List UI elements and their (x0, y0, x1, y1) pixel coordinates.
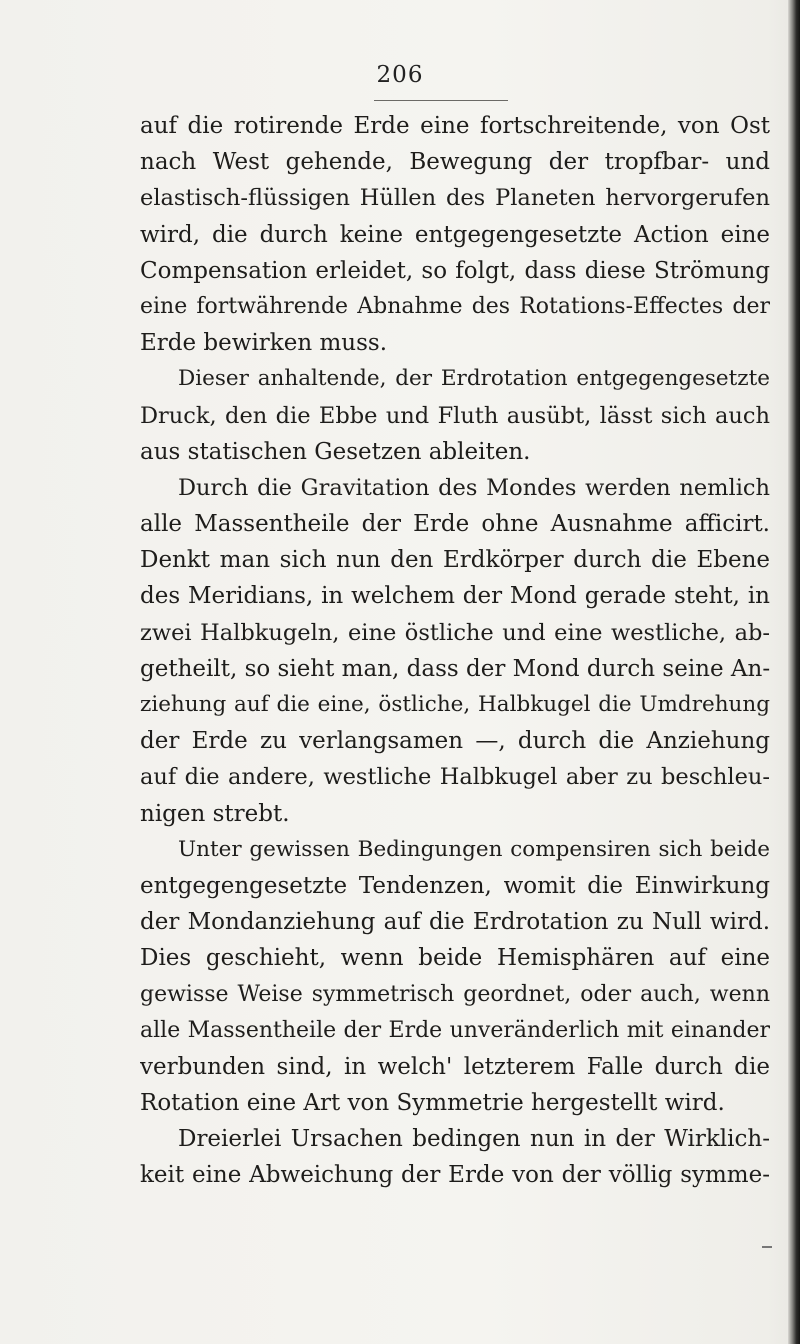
text-line: gewisse Weise symmetrisch geordnet, oder auch, wenn (140, 981, 770, 1007)
text-line: Rotation eine Art von Symmetrie hergestellt wird. (140, 1090, 725, 1117)
text-line: Dreierlei Ursachen bedingen nun in der Wirklich- (178, 1126, 770, 1153)
page-edge-shadow (788, 0, 800, 1344)
text-line: zwei Halbkugeln, eine östliche und eine westliche, ab- (140, 619, 770, 646)
text-line: des Meridians, in welchem der Mond gerade steht, in (140, 583, 770, 610)
text-line: alle Massentheile der Erde ohne Ausnahme afficirt. (140, 511, 770, 538)
text-line: Durch die Gravitation des Mondes werden nemlich (178, 474, 770, 501)
text-line: verbunden sind, in welch' letzterem Falle durch die (140, 1053, 770, 1080)
text-line: aus statischen Gesetzen ableiten. (140, 438, 531, 465)
text-line: Dies geschieht, wenn beide Hemisphären auf eine (140, 945, 770, 972)
text-line: Dieser anhaltende, der Erdrotation entgegengesetzte (178, 366, 770, 392)
body-text (140, 108, 770, 1194)
text-line: Compensation erleidet, so folgt, dass diese Strömung (140, 257, 770, 284)
text-line: nach West gehende, Bewegung der tropfbar- und (140, 149, 770, 176)
text-line: keit eine Abweichung der Erde von der völlig symme- (140, 1162, 770, 1189)
header-rule (374, 100, 508, 101)
text-line: der Mondanziehung auf die Erdrotation zu Null wird. (140, 909, 770, 936)
text-line: entgegengesetzte Tendenzen, womit die Einwirkung (140, 872, 770, 899)
text-line: der Erde zu verlangsamen —, durch die Anziehung (140, 728, 770, 755)
text-line: Erde bewirken muss. (140, 330, 388, 357)
text-line: Unter gewissen Bedingungen compensiren sich beide (178, 836, 770, 862)
text-line: alle Massentheile der Erde unveränderlich mit einander (140, 1017, 770, 1043)
margin-dash (762, 1246, 772, 1248)
text-line: eine fortwährende Abnahme des Rotations-Effectes der (140, 293, 770, 319)
text-line: getheilt, so sieht man, dass der Mond durch seine An- (140, 655, 770, 682)
text-line: auf die andere, westliche Halbkugel aber zu beschleu- (140, 764, 770, 791)
text-line: Druck, den die Ebbe und Fluth ausübt, lässt sich auch (140, 402, 770, 429)
text-line: elastisch-flüssigen Hüllen des Planeten hervorgerufen (140, 185, 770, 212)
page-number: 206 (376, 62, 424, 88)
text-line: wird, die durch keine entgegengesetzte Action eine (140, 221, 770, 248)
text-line: Denkt man sich nun den Erdkörper durch die Ebene (140, 547, 770, 574)
text-line: auf die rotirende Erde eine fortschreitende, von Ost (140, 113, 770, 139)
text-line: nigen strebt. (140, 800, 290, 827)
text-line: ziehung auf die eine, östliche, Halbkugel die Umdrehung (140, 692, 770, 717)
